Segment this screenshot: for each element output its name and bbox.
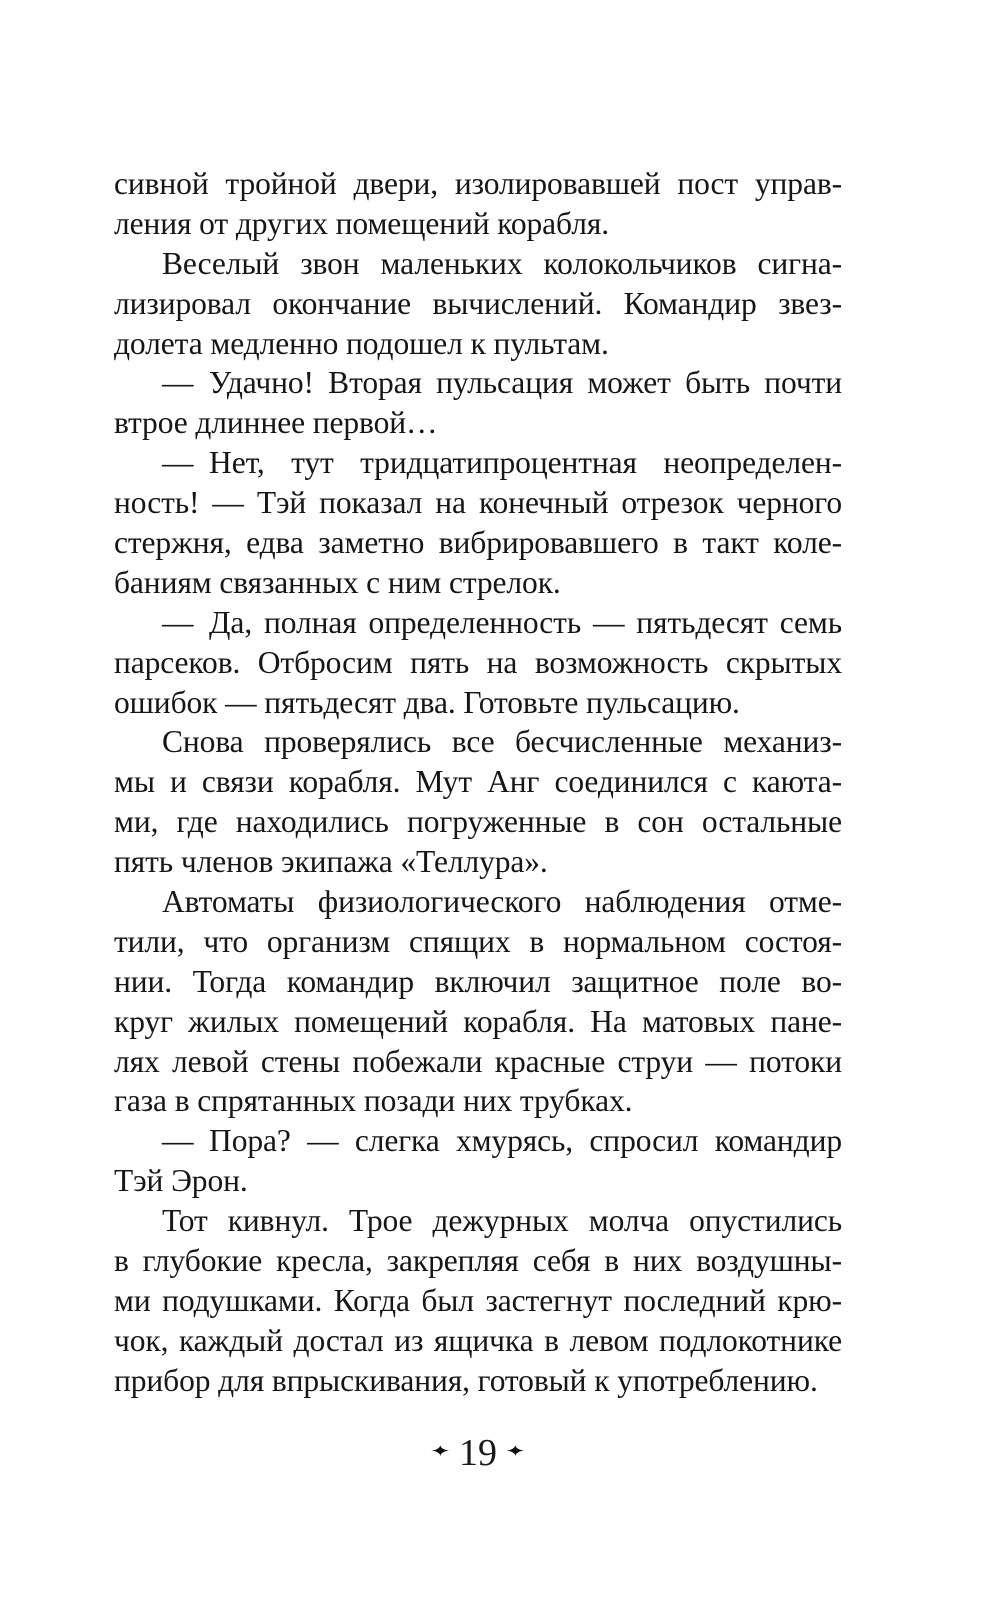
text-line: Снова проверялись все бесчисленные механиз- xyxy=(162,724,842,760)
text-line: ность! — Тэй показал на конечный отрезок черного xyxy=(114,485,842,521)
text-line: — Да, полная определенность — пятьдесят семь xyxy=(162,604,842,640)
text-line: нии. Тогда командир включил защитное поле во- xyxy=(114,963,842,999)
text-line: лях левой стены побежали красные струи — потоки xyxy=(114,1043,842,1079)
text-line: — Удачно! Вторая пульсация может быть почти xyxy=(162,365,842,401)
text-line: лизировал окончание вычислений. Командир звез- xyxy=(114,285,842,321)
text-line: стержня, едва заметно вибрировавшего в такт коле- xyxy=(114,525,842,561)
text-line: Тот кивнул. Трое дежурных молча опустились xyxy=(162,1203,842,1239)
text-line: — Пора? — слегка хмурясь, спросил командир xyxy=(162,1123,842,1159)
star-ornament-icon: ✦ xyxy=(503,1442,527,1460)
text-line: — Нет, тут тридцатипроцентная неопределен- xyxy=(162,445,842,481)
text-line: тили, что организм спящих в нормальном состоя- xyxy=(114,923,842,959)
text-line: долета медленно подошел к пультам. xyxy=(114,325,609,361)
text-line: ления от других помещений корабля. xyxy=(114,205,609,241)
text-line: чок, каждый достал из ящичка в левом подлокотнике xyxy=(114,1322,842,1358)
text-line: газа в спрятанных позади них трубках. xyxy=(114,1083,633,1119)
text-line: Веселый звон маленьких колокольчиков сигна- xyxy=(162,245,842,281)
page-number: 19 xyxy=(459,1432,497,1474)
text-line: ми подушками. Когда был застегнут последний крю- xyxy=(114,1282,842,1318)
text-line: баниям связанных с ним стрелок. xyxy=(114,564,561,600)
text-line: Автоматы физиологического наблюдения отме- xyxy=(162,884,842,920)
page-footer xyxy=(114,1429,842,1473)
text-line: сивной тройной двери, изолировавшей пост управ- xyxy=(114,166,842,201)
text-line: Тэй Эрон. xyxy=(114,1163,248,1199)
text-line: прибор для впрыскивания, готовый к употреблению. xyxy=(114,1362,818,1398)
star-ornament-icon: ✦ xyxy=(429,1442,453,1460)
text-line: пять членов экипажа «Теллура». xyxy=(114,844,548,880)
text-line: ошибок — пятьдесят два. Готовьте пульсацию. xyxy=(114,684,740,720)
text-line: в глубокие кресла, закрепляя себя в них воздушны- xyxy=(114,1243,842,1279)
text-line: круг жилых помещений корабля. На матовых пане- xyxy=(114,1003,842,1039)
text-line: втрое длиннее первой… xyxy=(114,405,438,441)
text-block xyxy=(114,164,842,1401)
text-line: ми, где находились погруженные в сон остальные xyxy=(114,804,842,840)
text-line: парсеков. Отбросим пять на возможность скрытых xyxy=(114,644,842,680)
text-line: мы и связи корабля. Мут Анг соединился с каюта- xyxy=(114,764,842,800)
